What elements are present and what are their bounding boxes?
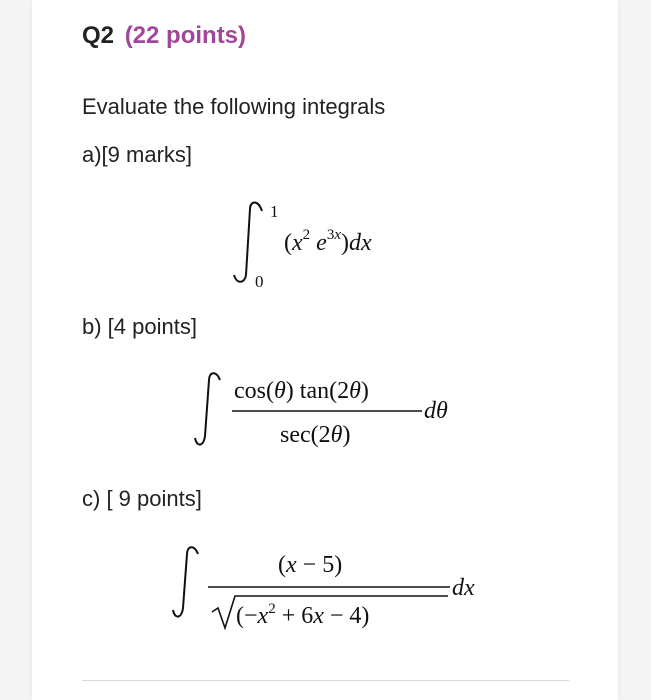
question-header: [82, 22, 246, 50]
question-number: Q2: [82, 22, 115, 49]
integral-b-differential: dθ: [424, 398, 448, 424]
integral-sign-a: [234, 203, 262, 282]
integral-b-numerator: cos(θ) tan(2θ): [234, 378, 369, 404]
integral-a-integrand: ($x^2$ $e^3x)dx$: [284, 227, 372, 256]
integral-sign-b: [195, 373, 220, 444]
bottom-divider: [82, 680, 569, 681]
integral-b-denominator: sec(2θ): [280, 422, 351, 448]
integral-a-upper-limit: 1: [270, 202, 279, 221]
integral-c-numerator: (x − 5): [278, 552, 343, 578]
question-points: (22 points): [124, 22, 247, 49]
integral-c-denominator: $(-x^2 + 6x - 4)$: [236, 601, 370, 629]
integral-c-differential: dx: [452, 575, 475, 601]
integral-sign-c: [173, 547, 198, 616]
integral-a-lower-limit: 0: [255, 272, 264, 291]
part-b-label: b) [4 points]: [82, 314, 197, 339]
integral-a-equation: [228, 195, 428, 290]
part-c-label: c) [ 9 points]: [82, 486, 202, 511]
instructions: Evaluate the following integrals: [82, 94, 386, 119]
integral-c-equation: [172, 542, 492, 642]
part-a-label: a)[9 marks]: [82, 142, 193, 167]
integral-b-equation: [194, 368, 484, 458]
